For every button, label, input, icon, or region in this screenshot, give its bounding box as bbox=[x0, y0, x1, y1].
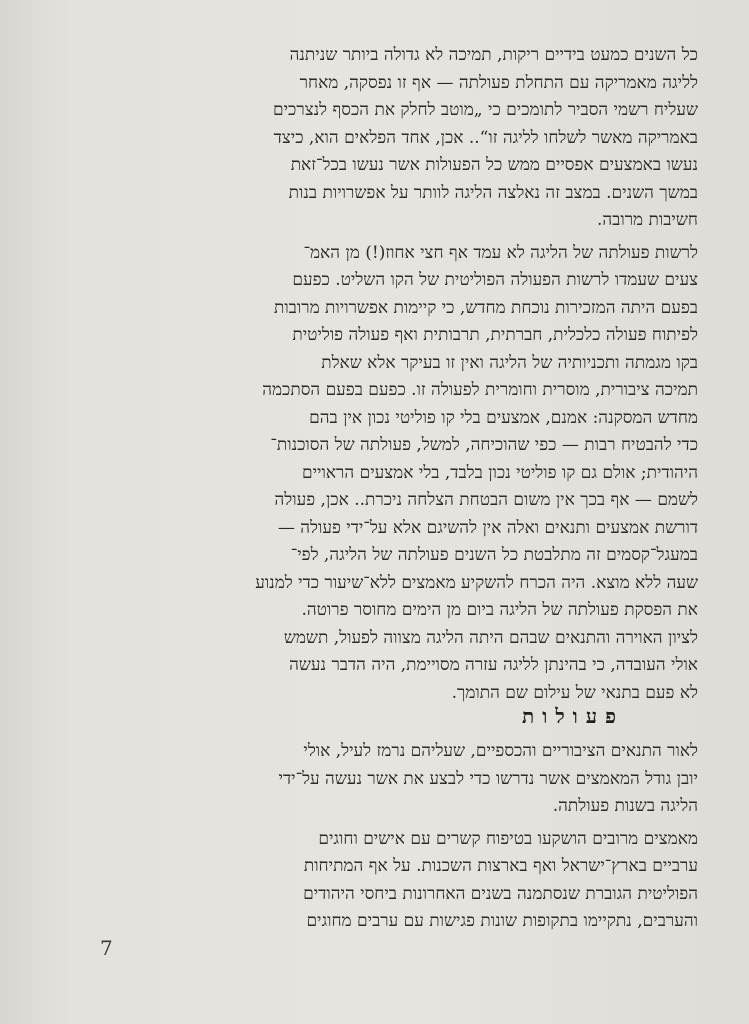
text-line: אולי העובדה, כי בהינתן לליגה עזרה מסויימת, היה הדבר נעשה bbox=[289, 655, 698, 675]
text-line: הליגה בשנות פעולתה. bbox=[552, 796, 698, 816]
text-line: כל השנים כמעט בידיים ריקות, תמיכה לא גדולה ביותר שניתנה bbox=[289, 45, 698, 65]
paragraph bbox=[66, 738, 698, 821]
text-line: לציון האוירה והתנאים שבהם היתה הליגה מצווה לפעול, תשמש bbox=[283, 627, 698, 648]
text-line: לשמם — אף בכך אין משום הבטחת הצלחה ניכרת.. אכן, פעולה bbox=[274, 490, 698, 510]
text-line: חשיבות מרובה. bbox=[596, 210, 698, 230]
text-line: במעגל־קסמים זה מתלבטת כל השנים פעולתה של הליגה, לפי־ bbox=[290, 545, 698, 565]
text-line: שעליח רשמי הסביר לתומכים כי „מוטב לחלק את הכסף לנצרכים bbox=[272, 100, 698, 120]
text-line: לפיתוח פעולה כלכלית, חברתית, תרבותית ואף פעולה פוליטית bbox=[292, 325, 698, 345]
text-line: בקו מגמתה ותכניותיה של הליגה ואין זו בעיקר אלא שאלת bbox=[321, 352, 698, 373]
body-text-bottom bbox=[66, 738, 698, 936]
text-line: כדי להבטיח רבות — כפי שהוכיחה, למשל, פעולתה של הסוכנות־ bbox=[270, 435, 698, 455]
text-line: נעשו באמצעים אפסיים ממש כל הפעולות אשר נעשו בכל־זאת bbox=[290, 155, 698, 175]
text-line: שעה ללא מוצא. היה הכרח להשקיע מאמצים ללא־שיעור כדי למנוע bbox=[255, 572, 698, 593]
text-line: ערביים בארץ־ישראל ואף בארצות השכנות. על אף המתיחות bbox=[303, 856, 698, 876]
text-line: לא פעם בתנאי של עילום שם התומך. bbox=[451, 682, 698, 703]
text-line: בפעם היתה המזכירות נוכחת מחדש, כי קיימות אפשרויות מרובות bbox=[273, 297, 698, 318]
text-line: במשך השנים. במצב זה נאלצה הליגה לוותר על אפשרויות בנות bbox=[288, 182, 698, 203]
section-heading: פעולות bbox=[522, 704, 624, 728]
text-line: דורשת אמצעים ותנאים ואלה אין להשיגם אלא על־ידי פעולה — bbox=[277, 517, 698, 538]
text-line: יובן גודל המאמצים אשר נדרשו כדי לבצע את אשר נעשה על־ידי bbox=[278, 768, 698, 789]
paragraph bbox=[66, 826, 698, 936]
text-line: באמריקה מאשר לשלחו לליגה זו“.. אכן, אחד הפלאים הוא, כיצד bbox=[273, 127, 698, 148]
text-line: לאור התנאים הציבוריים והכספיים, שעליהם נרמז לעיל, אולי bbox=[303, 741, 698, 761]
body-text-top bbox=[66, 42, 698, 707]
paragraph bbox=[66, 42, 698, 235]
text-line: הפוליטית הגוברת שנסתמנה בשנים האחרונות ביחסי היהודים bbox=[303, 883, 698, 904]
paragraph bbox=[66, 240, 698, 708]
text-line: היהודית; אולם גם קו פוליטי נכון בלבד, בלי אמצעים הראויים bbox=[301, 462, 698, 483]
text-line: לרשות פעולתה של הליגה לא עמד אף חצי אחוז(!) מן האמ־ bbox=[303, 242, 698, 263]
text-line: והערבים, נתקיימו בתקופות שונות פגישות עם ערבים מחוגים bbox=[306, 911, 698, 931]
page-number: 7 bbox=[100, 936, 113, 960]
text-line: מאמצים מרובים הושקעו בטיפוח קשרים עם אישים וחוגים bbox=[318, 828, 698, 849]
text-line: צעים שעמדו לרשות הפעולה הפוליטית של הקו השליט. כפעם bbox=[292, 270, 698, 290]
text-line: את הפסקת פעולתה של הליגה ביום מן הימים מחוסר פרוטה. bbox=[301, 600, 698, 620]
text-line: לליגה מאמריקה עם התחלת פעולתה — אף זו נפסקה, מאחר bbox=[299, 72, 698, 93]
text-line: מחדש המסקנה: אמנם, אמצעים בלי קו פוליטי נכון אין בהם bbox=[309, 407, 698, 428]
text-line: תמיכה ציבורית, מוסרית וחומרית לפעולה זו. כפעם בפעם הסתכמה bbox=[262, 380, 698, 400]
